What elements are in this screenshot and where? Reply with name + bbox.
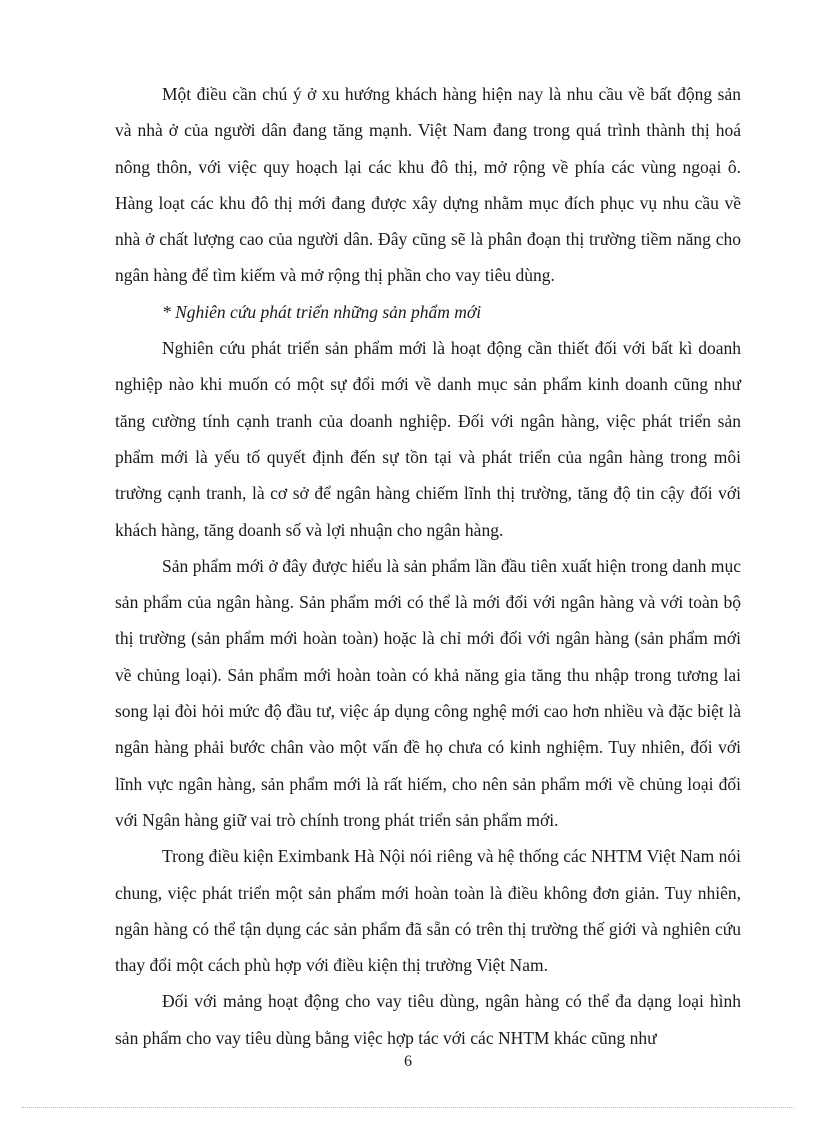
paragraph-consumer-lending: Đối với mảng hoạt động cho vay tiêu dùng, ngân hàng có thể đa dạng loại hình sản phẩm cho vay tiêu dùng bằng việc hợp tác với các NHTM khác cũng như <box>115 991 741 1048</box>
paragraph-new-product-definition: Sản phẩm mới ở đây được hiểu là sản phẩm lần đầu tiên xuất hiện trong danh mục sản phẩm của ngân hàng. Sản phẩm mới có thể là mới đối với ngân hàng và với toàn bộ thị trường (sản phẩm mới hoàn toàn) hoặc là chỉ mới đối với ngân hàng (sản phẩm mới về chủng loại). Sản phẩm mới hoàn toàn có khả năng gia tăng thu nhập trong tương lai song lại đòi hỏi mức độ đầu tư, việc áp dụng công nghệ mới cao hơn nhiều và đặc biệt là ngân hàng phải bước chân vào một vấn đề họ chưa có kinh nghiệm. Tuy nhiên, đối với lĩnh vực ngân hàng, sản phẩm mới là rất hiếm, cho nên sản phẩm mới về chủng loại đối với Ngân hàng giữ vai trò chính trong phát triển sản phẩm mới. <box>115 555 741 830</box>
section-heading-new-products: * Nghiên cứu phát triển những sản phẩm mới <box>162 301 482 322</box>
paragraph-new-product-research: Nghiên cứu phát triển sản phẩm mới là hoạt động cần thiết đối với bất kì doanh nghiệp nào khi muốn có một sự đổi mới về danh mục sản phẩm kinh doanh cũng như tăng cường tính cạnh tranh của doanh nghiệp. Đối với ngân hàng, việc phát triển sản phẩm mới là yếu tố quyết định đến sự tồn tại và phát triển của ngân hàng trong môi trường cạnh tranh, là cơ sở để ngân hàng chiếm lĩnh thị trường, tăng độ tin cậy đối với khách hàng, tăng doanh số và lợi nhuận cho ngân hàng. <box>115 338 741 540</box>
page-bottom-divider <box>22 1107 794 1108</box>
paragraph-eximbank-conditions: Trong điều kiện Eximbank Hà Nội nói riêng và hệ thống các NHTM Việt Nam nói chung, việc phát triển một sản phẩm mới hoàn toàn là điều không đơn giản. Tuy nhiên, ngân hàng có thể tận dụng các sản phẩm đã sẵn có trên thị trường thế giới và nghiên cứu thay đổi một cách phù hợp với điều kiện thị trường Việt Nam. <box>115 846 741 976</box>
page-number: 6 <box>404 1053 412 1070</box>
paragraph-real-estate-demand: Một điều cần chú ý ở xu hướng khách hàng hiện nay là nhu cầu về bất động sản và nhà ở của người dân đang tăng mạnh. Việt Nam đang trong quá trình thành thị hoá nông thôn, với việc quy hoạch lại các khu đô thị, mở rộng về phía các vùng ngoại ô. Hàng loạt các khu đô thị mới đang được xây dựng nhằm mục đích phục vụ nhu cầu về nhà ở chất lượng cao của người dân. Đây cũng sẽ là phân đoạn thị trường tiềm năng cho ngân hàng để tìm kiếm và mở rộng thị phần cho vay tiêu dùng. <box>115 84 741 286</box>
page-body <box>115 76 741 1056</box>
